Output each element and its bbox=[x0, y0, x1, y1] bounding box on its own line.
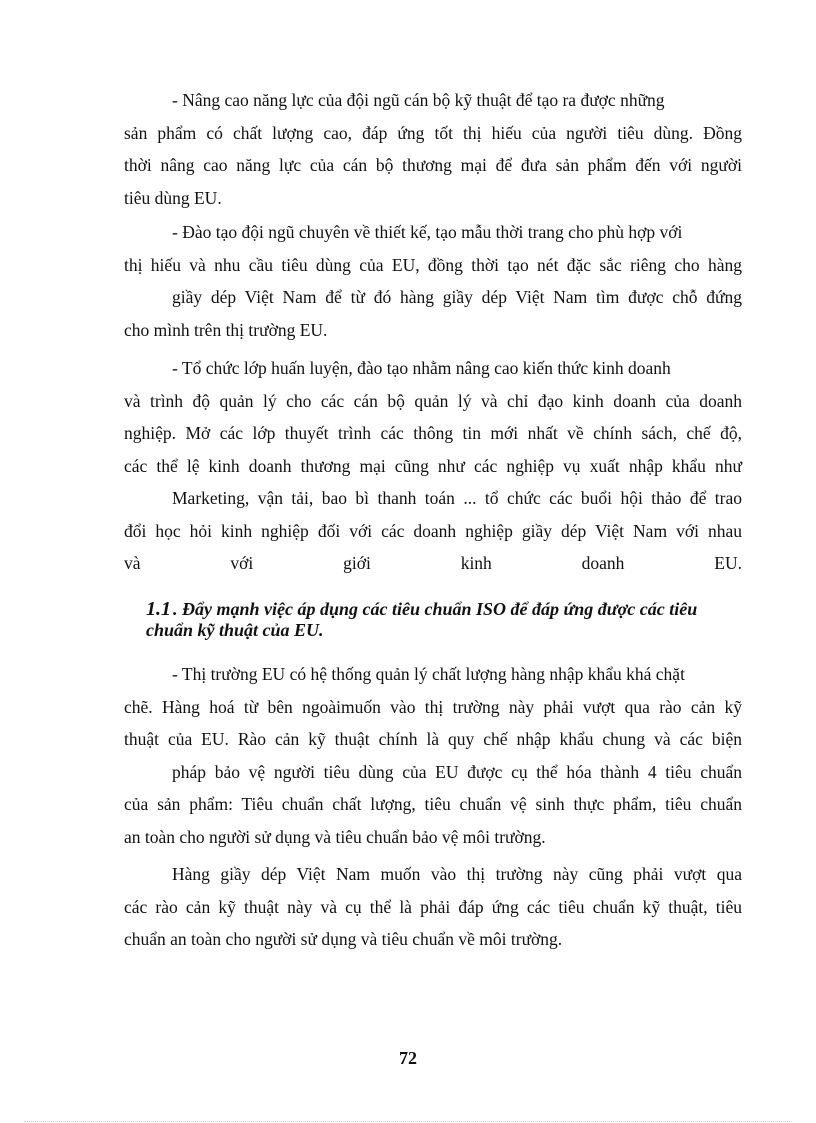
paragraph-technical-staff bbox=[124, 84, 742, 214]
text-line: Hàng giầy dép Việt Nam muốn vào thị trường này cũng phải vượt qua bbox=[172, 864, 742, 884]
text-line: của sản phẩm: Tiêu chuẩn chất lượng, tiêu chuẩn vệ sinh thực phẩm, tiêu chuẩn bbox=[124, 794, 742, 814]
paragraph-eu-standards bbox=[124, 658, 742, 853]
section-title-line: . Đẩy mạnh việc áp dụng các tiêu chuẩn ISO để đáp ứng được các tiêu bbox=[173, 599, 698, 619]
text-line: Marketing, vận tải, bao bì thanh toán ... tổ chức các buổi hội thảo để trao bbox=[172, 488, 742, 508]
text-line: chẽ. Hàng hoá từ bên ngoàimuốn vào thị trường này phải vượt qua rào cản kỹ bbox=[124, 696, 742, 717]
text-line: thời nâng cao năng lực của cán bộ thương mại để đưa sản phẩm đến với người bbox=[124, 155, 742, 175]
text-line: thuật của EU. Rào cản kỹ thuật chính là quy chế nhập khẩu chung và các biện bbox=[124, 729, 742, 749]
text-line: nghiệp. Mở các lớp thuyết trình các thông tin mới nhất về chính sách, chế độ, bbox=[124, 423, 742, 443]
section-title-line: chuẩn kỹ thuật của EU. bbox=[146, 620, 324, 640]
footer-divider bbox=[24, 1121, 792, 1122]
text-line: - Nâng cao năng lực của đội ngũ cán bộ kỹ thuật để tạo ra được những bbox=[172, 90, 665, 110]
text-line: - Tổ chức lớp huấn luyện, đào tạo nhằm nâng cao kiến thức kinh doanh bbox=[172, 358, 671, 378]
text-line: các rào cản kỹ thuật này và cụ thể là phải đáp ứng các tiêu chuẩn kỹ thuật, tiêu bbox=[124, 896, 742, 917]
text-line: thị hiếu và nhu cầu tiêu dùng của EU, đồng thời tạo nét đặc sắc riêng cho hàng bbox=[124, 254, 742, 275]
paragraph-design-training bbox=[124, 216, 742, 346]
text-line: cho mình trên thị trường EU. bbox=[124, 319, 328, 340]
paragraph-vietnam-footwear bbox=[124, 858, 742, 956]
text-line: và trình độ quản lý cho các cán bộ quản lý và chỉ đạo kinh doanh của doanh bbox=[124, 390, 742, 411]
text-line: đổi học hỏi kinh nghiệp đối với các doanh nghiệp giầy dép Việt Nam với nhau bbox=[124, 520, 742, 541]
text-line: - Thị trường EU có hệ thống quản lý chất lượng hàng nhập khẩu khá chặt bbox=[172, 664, 685, 684]
text-line: tiêu dùng EU. bbox=[124, 187, 222, 208]
text-line: và với giới kinh doanh EU. bbox=[124, 553, 742, 573]
page-number: 72 bbox=[399, 1048, 417, 1068]
text-line: các thể lệ kinh doanh thương mại cũng như các nghiệp vụ xuất nhập khẩu như bbox=[124, 455, 742, 476]
text-line: chuẩn an toàn cho người sử dụng và tiêu chuẩn về môi trường. bbox=[124, 929, 563, 949]
text-line: giầy dép Việt Nam để từ đó hàng giầy dép Việt Nam tìm được chỗ đứng bbox=[172, 287, 742, 307]
section-number: 1.1 bbox=[146, 598, 171, 620]
text-line: sản phẩm có chất lượng cao, đáp ứng tốt thị hiếu của người tiêu dùng. Đồng bbox=[124, 122, 742, 143]
text-line: - Đào tạo đội ngũ chuyên về thiết kế, tạo mẫu thời trang cho phù hợp với bbox=[172, 222, 683, 242]
text-line: an toàn cho người sử dụng và tiêu chuẩn bảo vệ môi trường. bbox=[124, 826, 546, 847]
section-heading bbox=[146, 599, 756, 641]
text-line: pháp bảo vệ người tiêu dùng của EU được cụ thể hóa thành 4 tiêu chuẩn bbox=[172, 761, 742, 782]
paragraph-business-training bbox=[124, 352, 742, 580]
